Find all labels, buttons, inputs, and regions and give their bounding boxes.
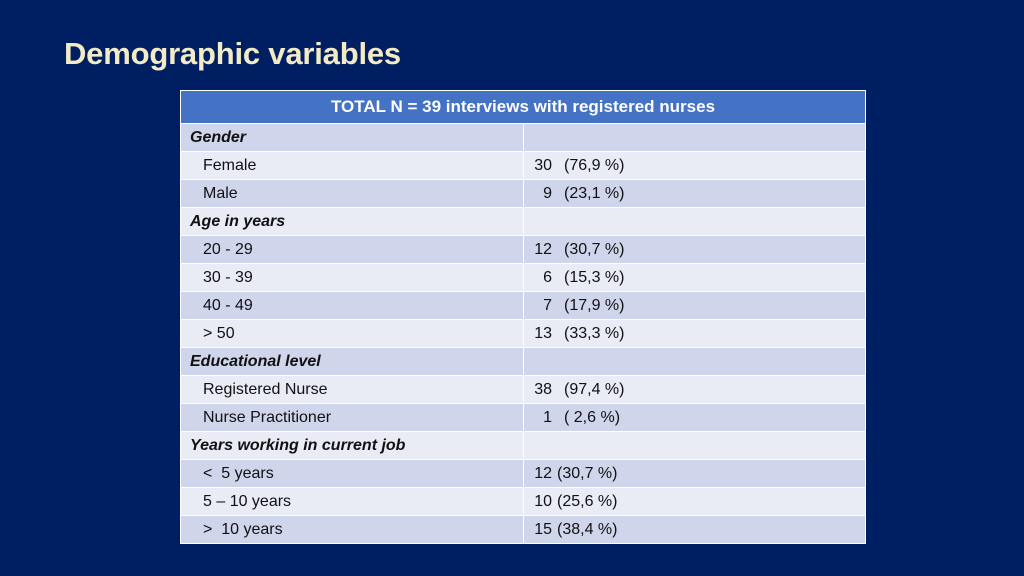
count-value: 1 <box>543 408 552 426</box>
count-value: 9 <box>543 184 552 202</box>
row-label: > 10 years <box>181 516 524 544</box>
table-row <box>181 180 866 208</box>
section-value-empty <box>524 432 866 460</box>
section-label: Gender <box>181 124 524 152</box>
table-row <box>181 292 866 320</box>
table-body <box>181 124 866 544</box>
count-value: 7 <box>543 296 552 314</box>
count-value: 6 <box>543 268 552 286</box>
row-label: Nurse Practitioner <box>181 404 524 432</box>
count-value: 13 <box>534 324 552 342</box>
table-row <box>181 516 866 544</box>
section-row <box>181 124 866 152</box>
row-value <box>524 180 866 208</box>
percent-value: (97,4 %) <box>564 380 625 398</box>
section-label: Years working in current job <box>181 432 524 460</box>
count-value: 15 <box>534 520 552 538</box>
table-row <box>181 152 866 180</box>
row-label: 20 - 29 <box>181 236 524 264</box>
section-row <box>181 432 866 460</box>
row-value <box>524 460 866 488</box>
row-value <box>524 264 866 292</box>
table-row <box>181 320 866 348</box>
demographics-table <box>180 90 866 544</box>
count-value: 10 <box>534 492 552 510</box>
row-label: Female <box>181 152 524 180</box>
section-value-empty <box>524 348 866 376</box>
percent-value: (33,3 %) <box>564 324 625 342</box>
percent-value: (76,9 %) <box>564 156 625 174</box>
row-value <box>524 516 866 544</box>
table-row <box>181 460 866 488</box>
row-value <box>524 488 866 516</box>
section-value-empty <box>524 124 866 152</box>
row-value <box>524 152 866 180</box>
percent-value: (30,7 %) <box>557 464 618 482</box>
table-header-row <box>181 91 866 124</box>
table-row <box>181 264 866 292</box>
row-label: 5 – 10 years <box>181 488 524 516</box>
section-row <box>181 348 866 376</box>
count-value: 30 <box>534 156 552 174</box>
row-label: < 5 years <box>181 460 524 488</box>
slide-title: Demographic variables <box>64 36 401 71</box>
section-row <box>181 208 866 236</box>
row-label: 40 - 49 <box>181 292 524 320</box>
percent-value: (15,3 %) <box>564 268 625 286</box>
row-label: 30 - 39 <box>181 264 524 292</box>
row-value <box>524 292 866 320</box>
row-value <box>524 404 866 432</box>
section-value-empty <box>524 208 866 236</box>
row-value <box>524 376 866 404</box>
row-label: Registered Nurse <box>181 376 524 404</box>
percent-value: (23,1 %) <box>564 184 625 202</box>
section-label: Educational level <box>181 348 524 376</box>
row-value <box>524 320 866 348</box>
count-value: 12 <box>534 240 552 258</box>
count-value: 38 <box>534 380 552 398</box>
table-row <box>181 376 866 404</box>
percent-value: (38,4 %) <box>557 520 618 538</box>
row-label: Male <box>181 180 524 208</box>
table-header: TOTAL N = 39 interviews with registered nurses <box>181 91 866 124</box>
row-value <box>524 236 866 264</box>
table-row <box>181 236 866 264</box>
count-value: 12 <box>534 464 552 482</box>
table-row <box>181 404 866 432</box>
percent-value: ( 2,6 %) <box>564 408 621 426</box>
percent-value: (30,7 %) <box>564 240 625 258</box>
table-row <box>181 488 866 516</box>
section-label: Age in years <box>181 208 524 236</box>
row-label: > 50 <box>181 320 524 348</box>
percent-value: (17,9 %) <box>564 296 625 314</box>
percent-value: (25,6 %) <box>557 492 618 510</box>
